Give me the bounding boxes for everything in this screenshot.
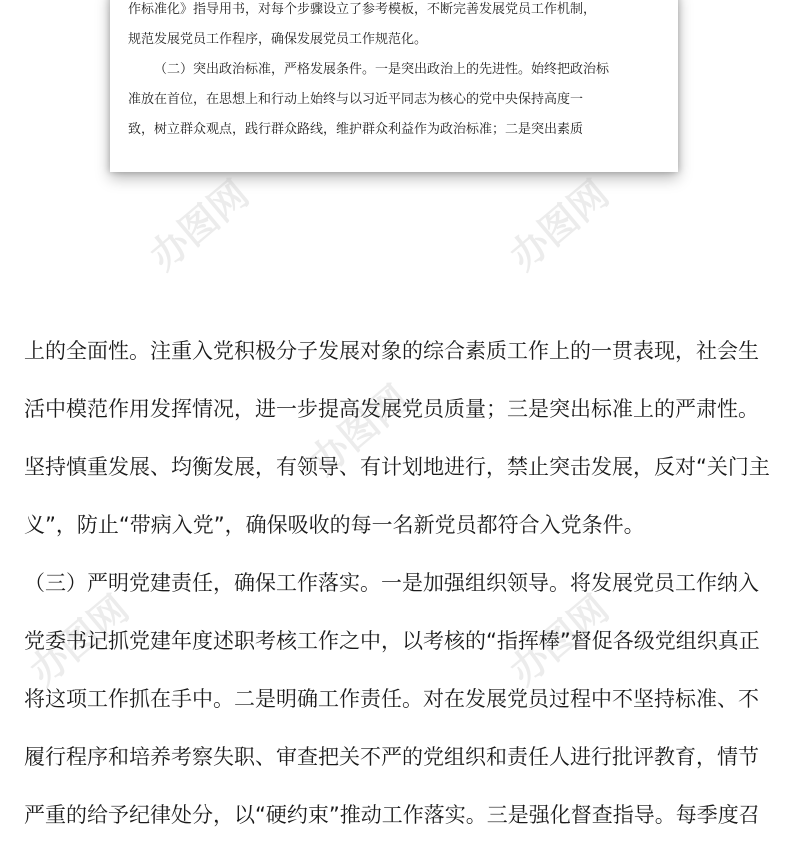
watermark: 办图网 — [21, 586, 138, 694]
body-line: 上的全面性。注重入党积极分子发展对象的综合素质工作上的一贯表现，社会生 — [24, 339, 759, 363]
body-line: 义”，防止“带病入党”，确保吸收的每一名新党员都符合入党条件。 — [24, 513, 645, 537]
preview-text — [128, 0, 658, 145]
document-preview-card — [110, 0, 678, 172]
preview-line: 致，树立群众观点，践行群众路线，维护群众利益作为政治标准；二是突出素质 — [128, 122, 584, 137]
preview-line: 准放在首位，在思想上和行动上始终与以习近平同志为核心的党中央保持高度一 — [128, 92, 584, 107]
preview-line: 作标准化》指导用书，对每个步骤设立了参考模板，不断完善发展党员工作机制， — [128, 2, 597, 17]
body-line: 活中模范作用发挥情况，进一步提高发展党员质量；三是突出标准上的严肃性。 — [24, 397, 759, 421]
preview-line: 规范发展党员工作程序，确保发展党员工作规范化。 — [128, 32, 428, 47]
watermark: 办图网 — [501, 586, 618, 694]
watermark: 办图网 — [501, 171, 618, 279]
body-text — [24, 322, 784, 844]
body-line: 履行程序和培养考察失职、审查把关不严的党组织和责任人进行批评教育，情节 — [24, 745, 759, 769]
body-line: 将这项工作抓在手中。二是明确工作责任。对在发展党员过程中不坚持标准、不 — [24, 687, 759, 711]
body-line: 党委书记抓党建年度述职考核工作之中，以考核的“指挥棒”督促各级党组织真正 — [24, 629, 760, 653]
watermark: 办图网 — [301, 376, 418, 484]
body-line: 坚持慎重发展、均衡发展，有领导、有计划地进行，禁止突击发展，反对“关门主 — [24, 455, 770, 479]
watermark: 办图网 — [141, 171, 258, 279]
body-line: （三）严明党建责任，确保工作落实。一是加强组织领导。将发展党员工作纳入 — [24, 571, 759, 595]
body-line: 严重的给予纪律处分，以“硬约束”推动工作落实。三是强化督查指导。每季度召 — [24, 803, 760, 827]
preview-line: （二）突出政治标准，严格发展条件。一是突出政治上的先进性。始终把政治标 — [154, 62, 610, 77]
